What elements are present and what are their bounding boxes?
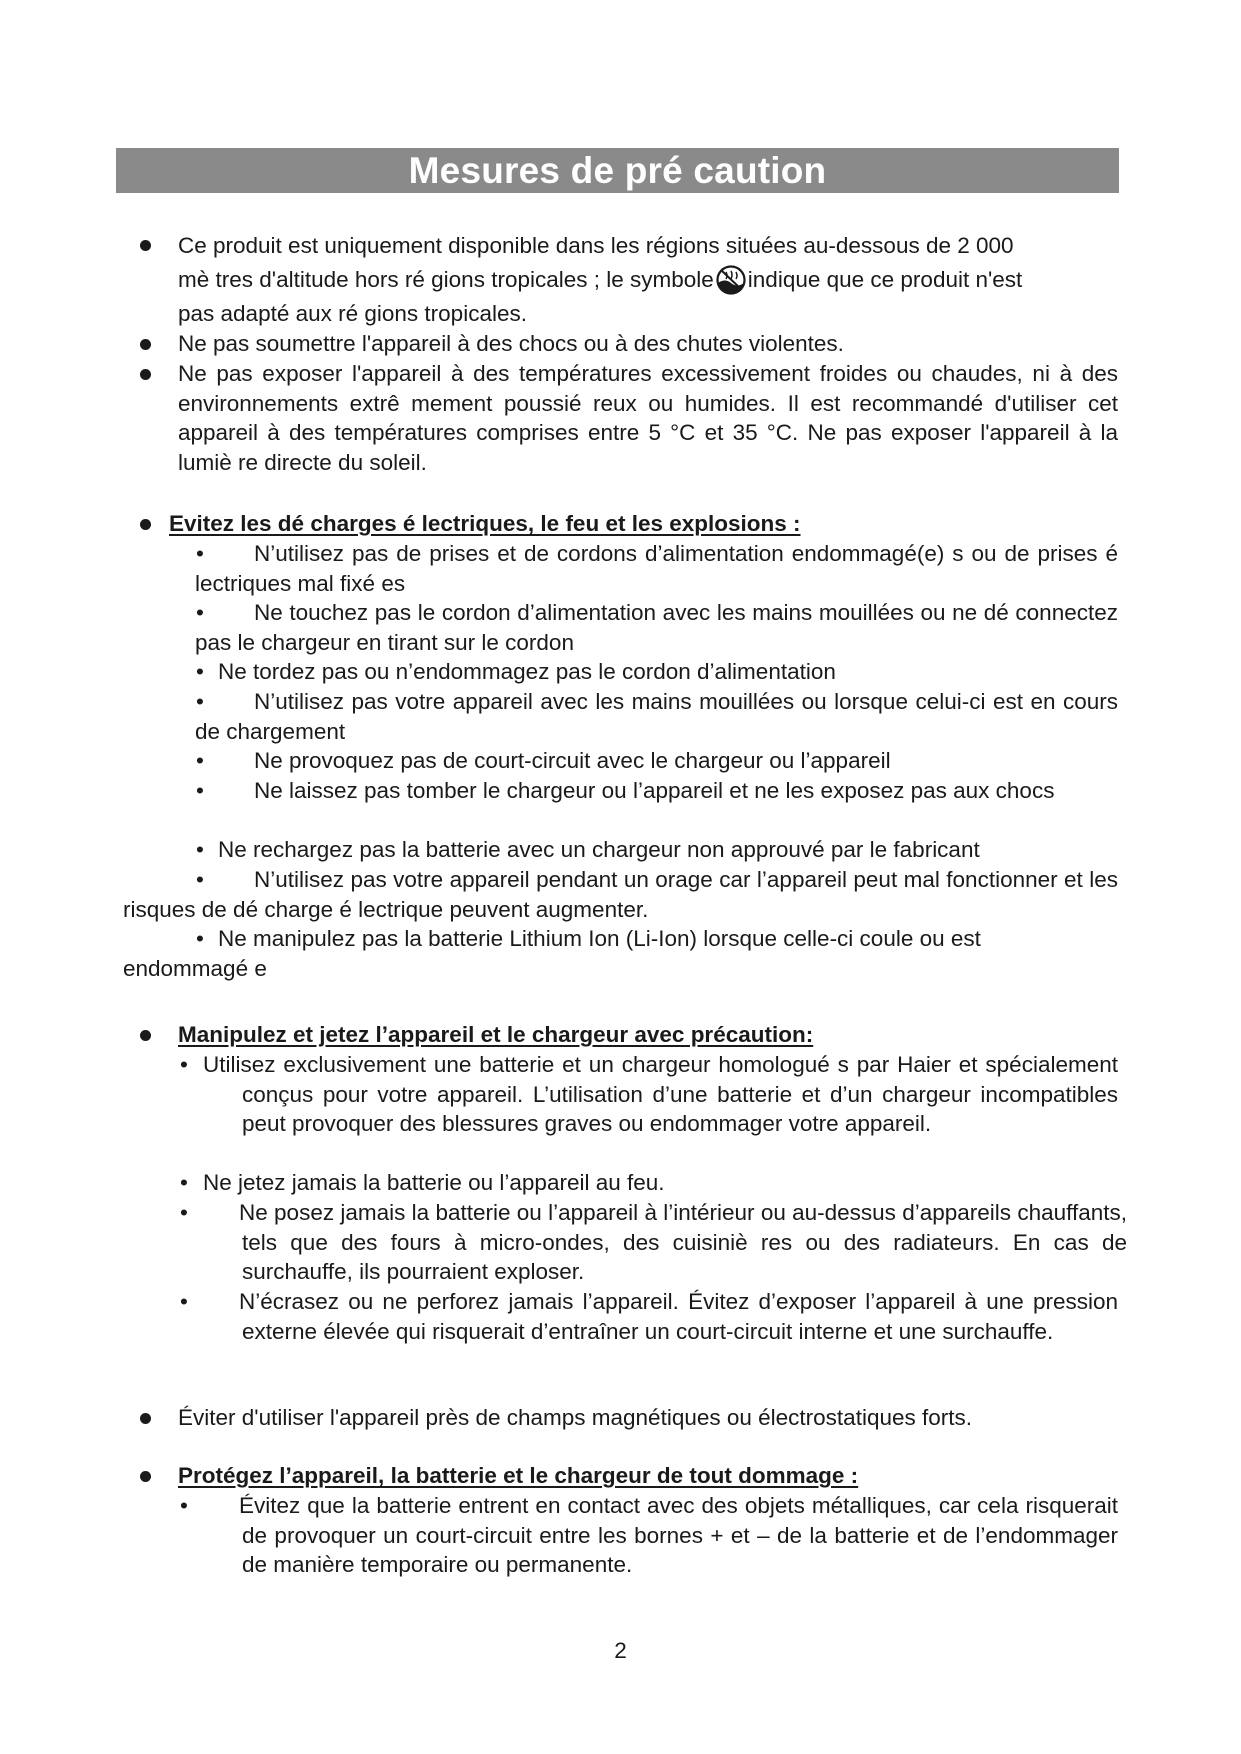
bullet-dot	[140, 1413, 151, 1424]
bullet-glyph: •	[180, 1170, 188, 1195]
bullet-glyph: •	[196, 926, 204, 951]
bullet-glyph: •	[196, 600, 204, 625]
intro-item-2: Ne pas soumettre l'appareil à des chocs ou à des chutes violentes.	[178, 331, 844, 356]
intro-item-1-line-1: Ce produit est uniquement disponible dans les régions situées au-dessous de 2 000	[178, 233, 1014, 258]
section-1-item-9: Ne manipulez pas la batterie Lithium Ion (Li-Ion) lorsque celle-ci coule ou est endommagé e	[123, 926, 981, 981]
section-1-item-7: Ne rechargez pas la batterie avec un chargeur non approuvé par le fabricant	[218, 837, 980, 862]
intro-item-1-text-a: mè tres d'altitude hors ré gions tropicales ; le symbole	[178, 267, 714, 292]
section-1-item-4: N’utilisez pas votre appareil avec les mains mouillées ou lorsque celui-ci est en cours de chargement	[195, 689, 1118, 744]
section-1-item-8: N’utilisez pas votre appareil pendant un orage car l’appareil peut mal fonctionner et les risques de dé charge é lectrique peuvent augmenter.	[123, 867, 1118, 922]
bullet-dot	[140, 339, 151, 350]
title-bar	[116, 148, 1119, 193]
bullet-glyph: •	[180, 1289, 188, 1314]
bullet-glyph: •	[196, 867, 204, 892]
bullet-glyph: •	[196, 778, 204, 803]
section-2-item-4: N’écrasez ou ne perforez jamais l’appareil. Évitez d’exposer l’appareil à une pression externe élevée qui risquerait d’entraîner un court-circuit interne et une surchauffe.	[239, 1289, 1118, 1344]
page-number: 2	[614, 1638, 627, 1663]
section-1-item-6: Ne laissez pas tomber le chargeur ou l’appareil et ne les exposez pas aux chocs	[254, 778, 1055, 803]
intro-item-1-line-2	[178, 265, 1022, 295]
intro-item-1-text-b: indique que ce produit n'est	[747, 267, 1023, 292]
bullet-glyph: •	[196, 541, 204, 566]
tropical-symbol-icon	[715, 265, 747, 295]
section-1-item-2: Ne touchez pas le cordon d’alimentation avec les mains mouillées ou ne dé connectez pas le chargeur en tirant sur le cordon	[195, 600, 1118, 655]
intro-item-1-line-3: pas adapté aux ré gions tropicales.	[178, 301, 527, 326]
bullet-dot	[140, 1471, 151, 1482]
intro-item-3: Ne pas exposer l'appareil à des températures excessivement froides ou chaudes, ni à des environnements extrê mement poussié reux ou humides. Il est recommandé d'utiliser cet appareil à des températures comprises entre 5 °C et 35 °C. Ne pas exposer l'appareil à la lumiè re directe du soleil.	[178, 361, 1118, 475]
bullet-dot	[140, 1030, 151, 1041]
magnetic-fields-item: Éviter d'utiliser l'appareil près de champs magnétiques ou électrostatiques forts.	[178, 1405, 972, 1430]
section-2-item-3: Ne posez jamais la batterie ou l’appareil à l’intérieur ou au-dessus d’appareils chauffants, tels que des fours à micro-ondes, des cuisiniè res ou des radiateurs. En cas de surchauffe, ils pourraient exploser.	[239, 1200, 1127, 1284]
bullet-glyph: •	[180, 1052, 188, 1077]
section-2-item-2: Ne jetez jamais la batterie ou l’appareil au feu.	[203, 1170, 665, 1195]
bullet-glyph: •	[180, 1493, 188, 1518]
bullet-glyph: •	[196, 659, 204, 684]
bullet-dot	[140, 240, 151, 251]
bullet-glyph: •	[196, 837, 204, 862]
section-3-heading: Protégez l’appareil, la batterie et le chargeur de tout dommage :	[178, 1463, 859, 1488]
page-title: Mesures de pré caution	[408, 149, 827, 191]
section-1-item-3: Ne tordez pas ou n’endommagez pas le cordon d’alimentation	[218, 659, 836, 684]
bullet-glyph: •	[196, 748, 204, 773]
section-2-item-1: Utilisez exclusivement une batterie et un chargeur homologué s par Haier et spécialement conçus pour votre appareil. L’utilisation d’une batterie et d’un chargeur incompatibles peut provoquer des blessures graves ou endommager votre appareil.	[203, 1052, 1118, 1136]
bullet-glyph: •	[196, 689, 204, 714]
section-1-item-1: N’utilisez pas de prises et de cordons d’alimentation endommagé(e) s ou de prises é lectriques mal fixé es	[195, 541, 1118, 596]
bullet-glyph: •	[180, 1200, 188, 1225]
section-1-heading: Evitez les dé charges é lectriques, le feu et les explosions :	[169, 511, 801, 536]
section-3-item-1: Évitez que la batterie entrent en contact avec des objets métalliques, car cela risquerait de provoquer un court-circuit entre les bornes + et – de la batterie et de l’endommager de manière temporaire ou permanente.	[239, 1493, 1118, 1577]
bullet-dot	[140, 369, 151, 380]
bullet-dot	[140, 519, 151, 530]
section-2-heading: Manipulez et jetez l’appareil et le chargeur avec précaution:	[178, 1022, 814, 1047]
section-1-item-5: Ne provoquez pas de court-circuit avec le chargeur ou l’appareil	[254, 748, 891, 773]
